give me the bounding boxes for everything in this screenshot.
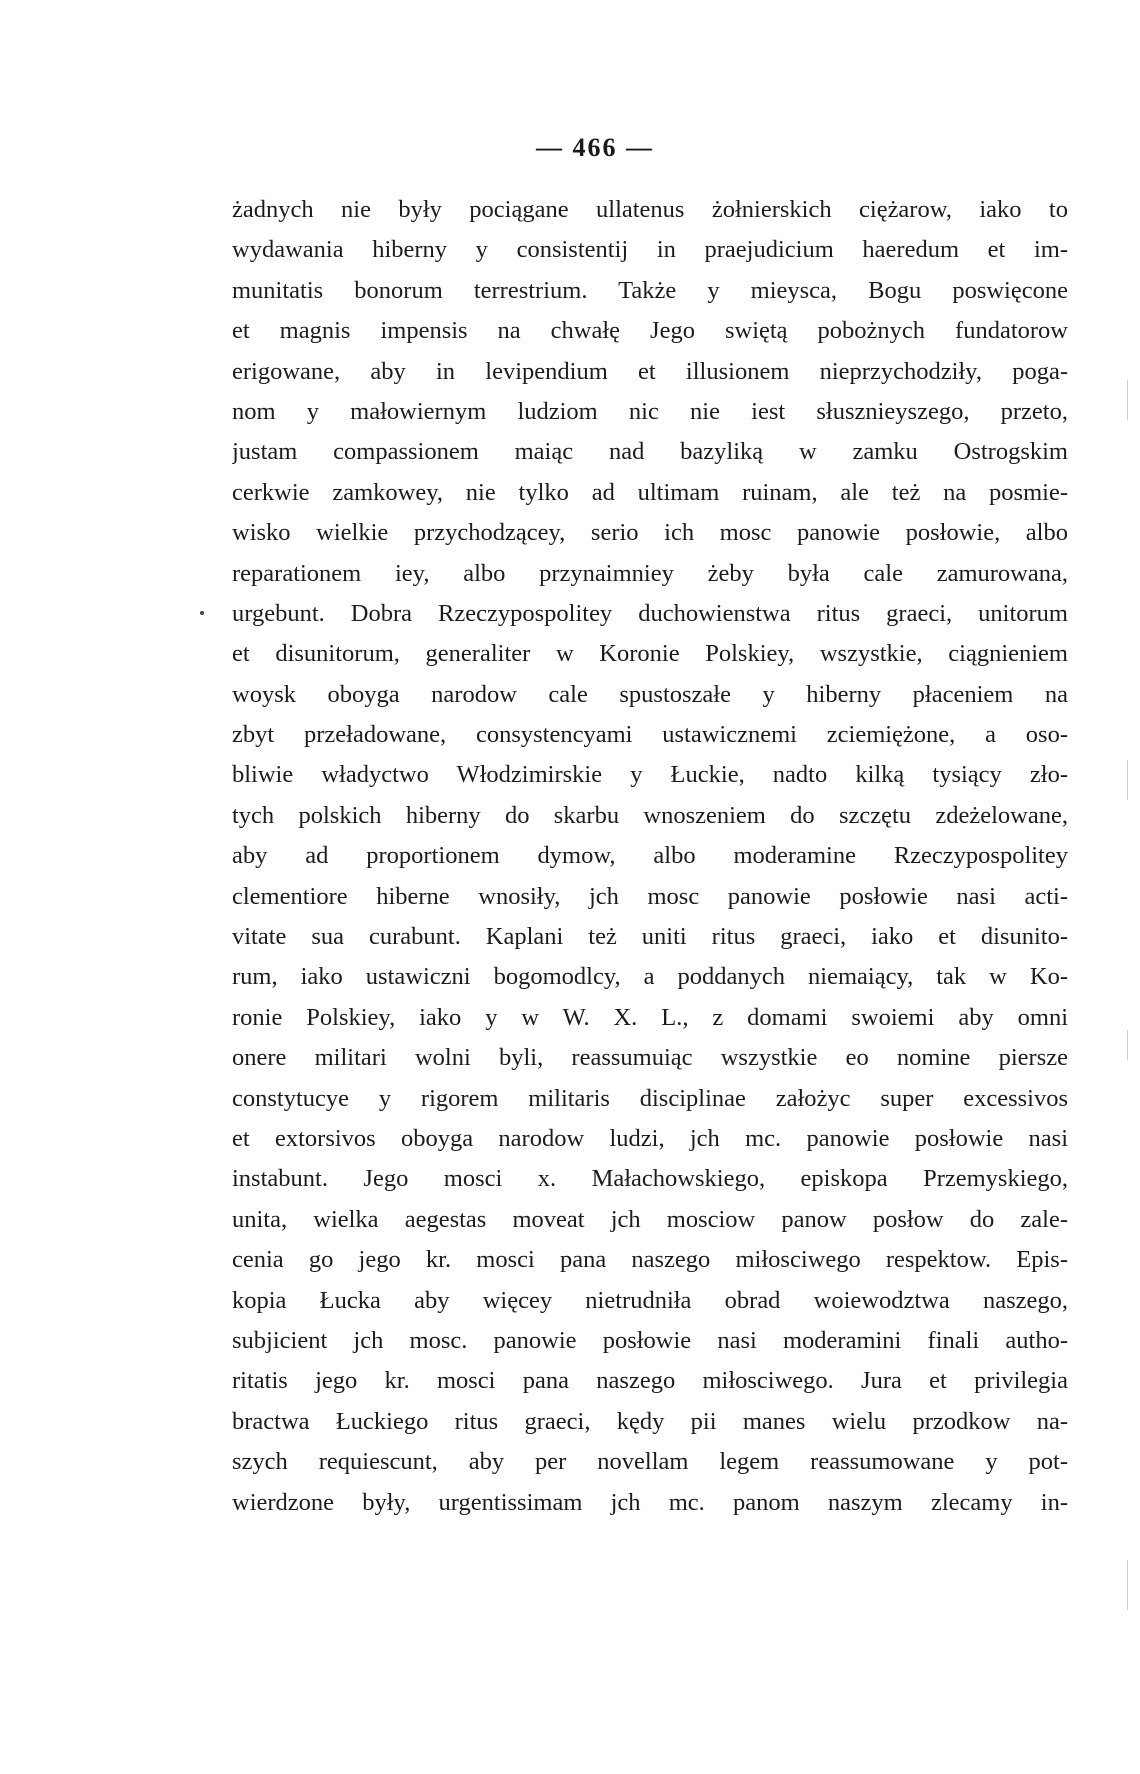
text-line: et extorsivos oboyga narodow ludzi, jch mc. panowie posłowie nasi [232,1124,1068,1152]
margin-mark [200,611,204,615]
text-line: szych requiescunt, aby per novellam legem reassumowane y pot- [232,1448,1068,1476]
text-line: bractwa Łuckiego ritus graeci, kędy pii manes wielu przodkow na- [232,1407,1068,1435]
text-line: cenia go jego kr. mosci pana naszego miłosciwego respektow. Epis- [232,1246,1068,1274]
text-line: cerkwie zamkowey, nie tylko ad ultimam ruinam, ale też na posmie- [232,478,1068,506]
text-line: et magnis impensis na chwałę Jego swiętą pobożnych fundatorow [232,317,1068,345]
text-line: kopia Łucka aby więcey nietrudniła obrad woiewodztwa naszego, [232,1286,1068,1314]
text-line: instabunt. Jego mosci x. Małachowskiego, episkopa Przemyskiego, [232,1165,1068,1193]
text-line: woysk oboyga narodow cale spustoszałe y hiberny płaceniem na [232,680,1068,708]
text-line: urgebunt. Dobra Rzeczypospolitey duchowienstwa ritus graeci, unitorum [232,599,1068,627]
page-number: — 466 — [536,133,654,162]
text-line: aby ad proportionem dymow, albo moderamine Rzeczypospolitey [232,842,1068,870]
text-line: ronie Polskiey, iako y w W. X. L., z domami swoiemi aby omni [232,1003,1068,1031]
text-line: vitate sua curabunt. Kaplani też uniti ritus graeci, iako et disunito- [232,923,1068,951]
text-line: bliwie władyctwo Włodzimirskie y Łuckie, nadto kilką tysiący zło- [232,761,1068,789]
scan-edge-mark [1127,760,1128,800]
text-line: nom y małowiernym ludziom nic nie iest słusznieyszego, przeto, [232,397,1068,425]
text-line: justam compassionem maiąc nad bazyliką w zamku Ostrogskim [232,438,1068,466]
text-line: zbyt przeładowane, consystencyami ustawicznemi zciemiężone, a oso- [232,721,1068,749]
text-line: żadnych nie były pociągane ullatenus żołnierskich ciężarow, iako to [232,196,1068,223]
text-line: munitatis bonorum terrestrium. Także y mieysca, Bogu poswięcone [232,276,1068,304]
text-line: onere militari wolni byli, reassumuiąc wszystkie eo nomine piersze [232,1044,1068,1072]
text-line: rum, iako ustawiczni bogomodlcy, a poddanych niemaiący, tak w Ko- [232,963,1068,991]
text-line: ritatis jego kr. mosci pana naszego miłosciwego. Jura et privilegia [232,1367,1068,1395]
text-line: et disunitorum, generaliter w Koronie Polskiey, wszystkie, ciągnieniem [232,640,1068,668]
text-line: tych polskich hiberny do skarbu wnoszeniem do szczętu zdeżelowane, [232,801,1068,829]
text-line: reparationem iey, albo przynaimniey żeby była cale zamurowana, [232,559,1068,587]
text-line: wydawania hiberny y consistentij in praejudicium haeredum et im- [232,236,1068,264]
text-line: subjicient jch mosc. panowie posłowie nasi moderamini finali autho- [232,1326,1068,1354]
scan-edge-mark [1127,1030,1128,1060]
body-text [232,190,1068,1523]
text-line: unita, wielka aegestas moveat jch mosciow panow posłow do zale- [232,1205,1068,1233]
scan-edge-mark [1127,1560,1128,1610]
scan-edge-mark [1127,380,1128,420]
text-line: erigowane, aby in levipendium et illusionem nieprzychodziły, poga- [232,357,1068,385]
text-line: wierdzone były, urgentissimam jch mc. panom naszym zlecamy in- [232,1488,1068,1516]
text-line: constytucye y rigorem militaris disciplinae założyc super excessivos [232,1084,1068,1112]
text-line: clementiore hiberne wnosiły, jch mosc panowie posłowie nasi acti- [232,882,1068,910]
text-line: wisko wielkie przychodzącey, serio ich mosc panowie posłowie, albo [232,519,1068,547]
